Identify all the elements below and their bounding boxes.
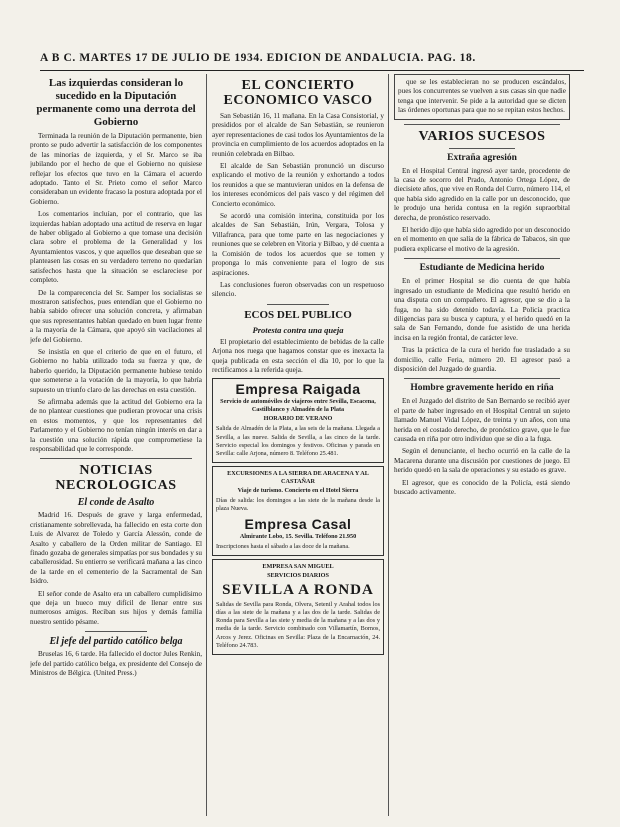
- article-paragraph: Según el denunciante, el hecho ocurrió en la calle de la Macarena durante una discusión por cuestiones de juego. El herido quedó en la sala de operaciones y su estado es grave.: [394, 447, 570, 475]
- belgian-title: El jefe del partido católico belga: [49, 636, 183, 648]
- article-paragraph: Tras la práctica de la cura el herido fue trasladado a su domicilio, calle Feria, número 20. El agresor pasó a disposición del Juzgado de guardia.: [394, 346, 570, 373]
- ad-empresa-raigada: [212, 378, 384, 463]
- column-1: [30, 74, 202, 816]
- article-paragraph: Se insistía en que el criterio de que en el futuro, el Gobierno no había utilizado toda su fuerza y que, de haberlo querido, la Diputación permanente hubiese tenido que someterse a la votación de la mayoría, lo que habría supuesto un triunfo claro de las derechas en esta cuestión.: [30, 347, 202, 394]
- header-rule: [40, 70, 584, 71]
- ad-body: Días de salida: los domingos a las siete de la mañana desde la plaza Nueva.: [216, 497, 380, 513]
- ad-subtitle: Servicio de automóviles de viajeros entre Sevilla, Escacena, Castilblanco y Almadén de la Plata: [220, 398, 376, 414]
- article-paragraph: Se acordó una comisión interina, constituida por los alcaldes de San Sebastián, Irún, Vergara, Tolosa y Villafranca, para que tome parte en las negociaciones y reuniones que se celebren en Vitoria y Bilbao, y dé cuenta a la Comisión de todos los acuerdos que se tomen y proponga lo más conveniente para el logro de sus aspiraciones.: [212, 212, 384, 277]
- ad-title: Empresa Raigada: [235, 381, 361, 398]
- ad-body: Salida de Almadén de la Plata, a las seis de la mañana. Llegada a Sevilla, a las nueve. Salida de Sevilla, a las cinco de la tarde. Servicio especial los domingos y festivos. Oficinas y parada en Sevilla: calle Arjona, número 8. Teléfono 25.481.: [216, 425, 380, 457]
- headline-izquierdas: Las izquierdas consideran lo sucedido en la Diputación permanente como una derrota del Gobierno: [36, 77, 196, 128]
- article-paragraph: El herido dijo que había sido agredido por un desconocido en el momento en que salía de la fábrica de Tabacos, sin que pudiera explicarse el motivo de la agresión.: [394, 226, 570, 253]
- ad-body: Salidas de Sevilla para Ronda, Olvera, Setenil y Arahal todos los días a las siete de la mañana y a las dos de la tarde. Salidas de Ronda para Sevilla a las siete y media de la mañana y a las dos y media de la tarde. Servicio combinado con Villamartín, Bornos, Arcos y Jerez. Oficinas en Sevilla: Plaza de la Encarnación, 24. Teléfono 24.783.: [216, 600, 380, 649]
- obituary-title: El conde de Asalto: [77, 497, 155, 509]
- ecos-subtitle: Protesta contra una queja: [252, 324, 344, 335]
- article-paragraph: En el primer Hospital se dio cuenta de que había ingresado un estudiante de Medicina que resultó herido en una disputa con un compañero. El agresor, que se dio a la fuga, no ha sido detenido todavía. La Policía practica diligencias para su busca y captura, y el herido quedó en la sala de San Fernando, donde fue asistido de una herida incisa en la región frontal, de carácter leve.: [394, 277, 570, 342]
- headline-concierto: EL CONCIERTO ECONOMICO VASCO: [223, 78, 373, 108]
- separator: [404, 378, 560, 379]
- sucesos-title-3: Hombre gravemente herido en riña: [410, 383, 554, 394]
- page-header: A B C. MARTES 17 DE JULIO DE 1934. EDICION DE ANDALUCIA. PAG. 18.: [40, 52, 476, 64]
- ad-excursiones: [212, 466, 384, 556]
- separator: [40, 458, 192, 459]
- article-paragraph: En el Hospital Central ingresó ayer tarde, procedente de la casa de socorro del Prado, Antonio Ortega López, de diecisiete años, que vive en Ronda del Curro, número 114, el que había sido agredido en la calle por un desconocido, que le produjo una herida contusa en la región supraorbital derecha, de pronóstico reservado.: [394, 166, 570, 222]
- separator: [404, 124, 560, 125]
- column-3: [394, 74, 570, 816]
- obituary-text: El señor conde de Asalto era un caballero cumplidísimo que deja un hueco muy difícil de llenar entre sus numerosos amigos. Reciban sus hijos y demás familia nuestro sentido pésame.: [30, 589, 202, 626]
- column-2: [212, 74, 384, 816]
- sucesos-title-1: Extraña agresión: [447, 152, 517, 163]
- column-divider: [206, 74, 207, 816]
- section-sucesos: VARIOS SUCESOS: [418, 128, 546, 144]
- ad-title: EXCURSIONES A LA SIERRA DE ARACENA Y AL CASTAÑAR: [227, 470, 369, 486]
- ad-title: SEVILLA A RONDA: [222, 581, 374, 598]
- obituary-text: Madrid 16. Después de grave y larga enfermedad, cristianamente sobrellevada, ha fallecido en esta corte don Luis de Alvarez de Toledo y García Alessón, conde de Asalto y caballero de la Orden militar de Santiago. El finado gozaba de generales simpatías por sus bondades y su caballerosidad. Su entierro se verificará mañana a las cinco de la tarde en el cementerio de la Sacramental de San Isidro.: [30, 511, 202, 586]
- ad-casal-body: Inscripciones hasta el sábado a las doce de la mañana.: [216, 542, 350, 550]
- boxed-note: [394, 74, 570, 120]
- article-paragraph: Se afirmaba además que la actitud del Gobierno era la de no plantear cuestiones que pudieran provocar una crisis en estos momentos, y que los representantes del Parlamento y el Gobierno no tenían ningún interés en dar a la cuestión una solución rápida que comprometiese la responsabilidad que le corresponde.: [30, 397, 202, 453]
- section-necrologicas: NOTICIAS NECROLOGICAS: [55, 463, 177, 494]
- separator: [449, 148, 515, 149]
- article-paragraph: El agresor, que es conocido de la Policía, está siendo buscado activamente.: [394, 478, 570, 496]
- article-paragraph: San Sebastián 16, 11 mañana. En la Casa Consistorial, y presididos por el alcalde de San Sebastián, se reunieron ayer representaciones de casi todos los Ayuntamientos de la provincia en cumplimiento de los acuerdos adoptados en la reunión celebrada en Bilbao.: [212, 112, 384, 158]
- ecos-text: El propietario del establecimiento de bebidas de la calle Arjona nos ruega que hagamos constar que es inexacta la queja publicada en esta sección el día 10, por lo que la rectificamos a la referida queja.: [212, 337, 384, 374]
- article-paragraph: En el Juzgado del distrito de San Bernardo se recibió ayer el parte de haber ingresado en el Hospital Central un sujeto llamado Manuel Vidal López, de treinta y un años, con una herida en el costado derecho, de pronóstico grave, que le fue causada en riña por otro individuo que se dio a la fuga.: [394, 397, 570, 443]
- article-paragraph: De la comparecencia del Sr. Samper los socialistas se mostraron satisfechos, pues entendían que el Gobierno no había sabido ofrecer una solución concreta, y afirmaban que sus representantes habían quedado en buen lugar frente a la mayoría de la Cámara, que apoyó sin vacilaciones al jefe del Gobierno.: [30, 288, 202, 344]
- ad-casal-subtitle: Almirante Lobo, 15. Sevilla. Teléfono 21.950: [239, 532, 357, 540]
- article-paragraph: Las conclusiones fueron observadas con un respetuoso silencio.: [212, 280, 384, 299]
- ad-schedule-title: HORARIO DE VERANO: [263, 415, 333, 423]
- sucesos-title-2: Estudiante de Medicina herido: [419, 263, 545, 274]
- ecos-title: ECOS DEL PUBLICO: [244, 308, 352, 321]
- article-paragraph: Terminada la reunión de la Diputación permanente, bien pronto se pudo advertir la satisfacción de los componentes de las minorías de izquierda, y el Sr. Marco se iba jubilando por el hecho de que el Gobierno no quisiese reflejar los efectos que tuvo en la Cámara el acuerdo adoptado. Tanto el Sr. Prieto como el señor Marco consideraban un evidente fracaso la postura adoptada por el Gobierno.: [30, 132, 202, 206]
- ad-casal-title: Empresa Casal: [244, 515, 352, 532]
- ad-subtitle: Viaje de turismo. Concierto en el Hotel Sierra: [237, 487, 359, 495]
- ad-header: EMPRESA SAN MIGUEL: [262, 562, 334, 570]
- article-paragraph: que se les establecieran no se producen escándalos, pues los concurrentes se vuelven a sus casas sin que nadie tenga que intervenir. Se pide a la autoridad que se dicten las órdenes oportunas para que no se repitan estos hechos.: [398, 78, 566, 115]
- ad-san-miguel: [212, 559, 384, 655]
- ad-subtitle: SERVICIOS DIARIOS: [267, 571, 329, 579]
- belgian-text: Bruselas 16, 6 tarde. Ha fallecido el doctor Jules Renkin, jefe del partido católico belga, ex presidente del Consejo de Ministros de Bélgica. (United Press.): [30, 650, 202, 678]
- article-paragraph: Los comentarios incluían, por el contrario, que las izquierdas habían adoptado una actitud de reserva en lugar de haber obligado al Gobierno a que tomase una decisión clara sobre el problema de la Generalidad y los Ayuntamientos vascos, y que aquellos que deseaban que se planteasen las cosas en su verdadero terreno no quedarían satisfechos hasta que la situación se esclareciese por completo.: [30, 210, 202, 285]
- column-divider: [388, 74, 389, 816]
- separator: [404, 258, 560, 259]
- separator: [85, 631, 147, 632]
- separator: [267, 304, 329, 305]
- article-paragraph: El alcalde de San Sebastián pronunció un discurso explicando el motivo de la reunión y exhortando a todos los reunidos a que se mantuvieran unidos en la defensa de los intereses económicos del país vasco y del régimen del Concierto económico.: [212, 162, 384, 208]
